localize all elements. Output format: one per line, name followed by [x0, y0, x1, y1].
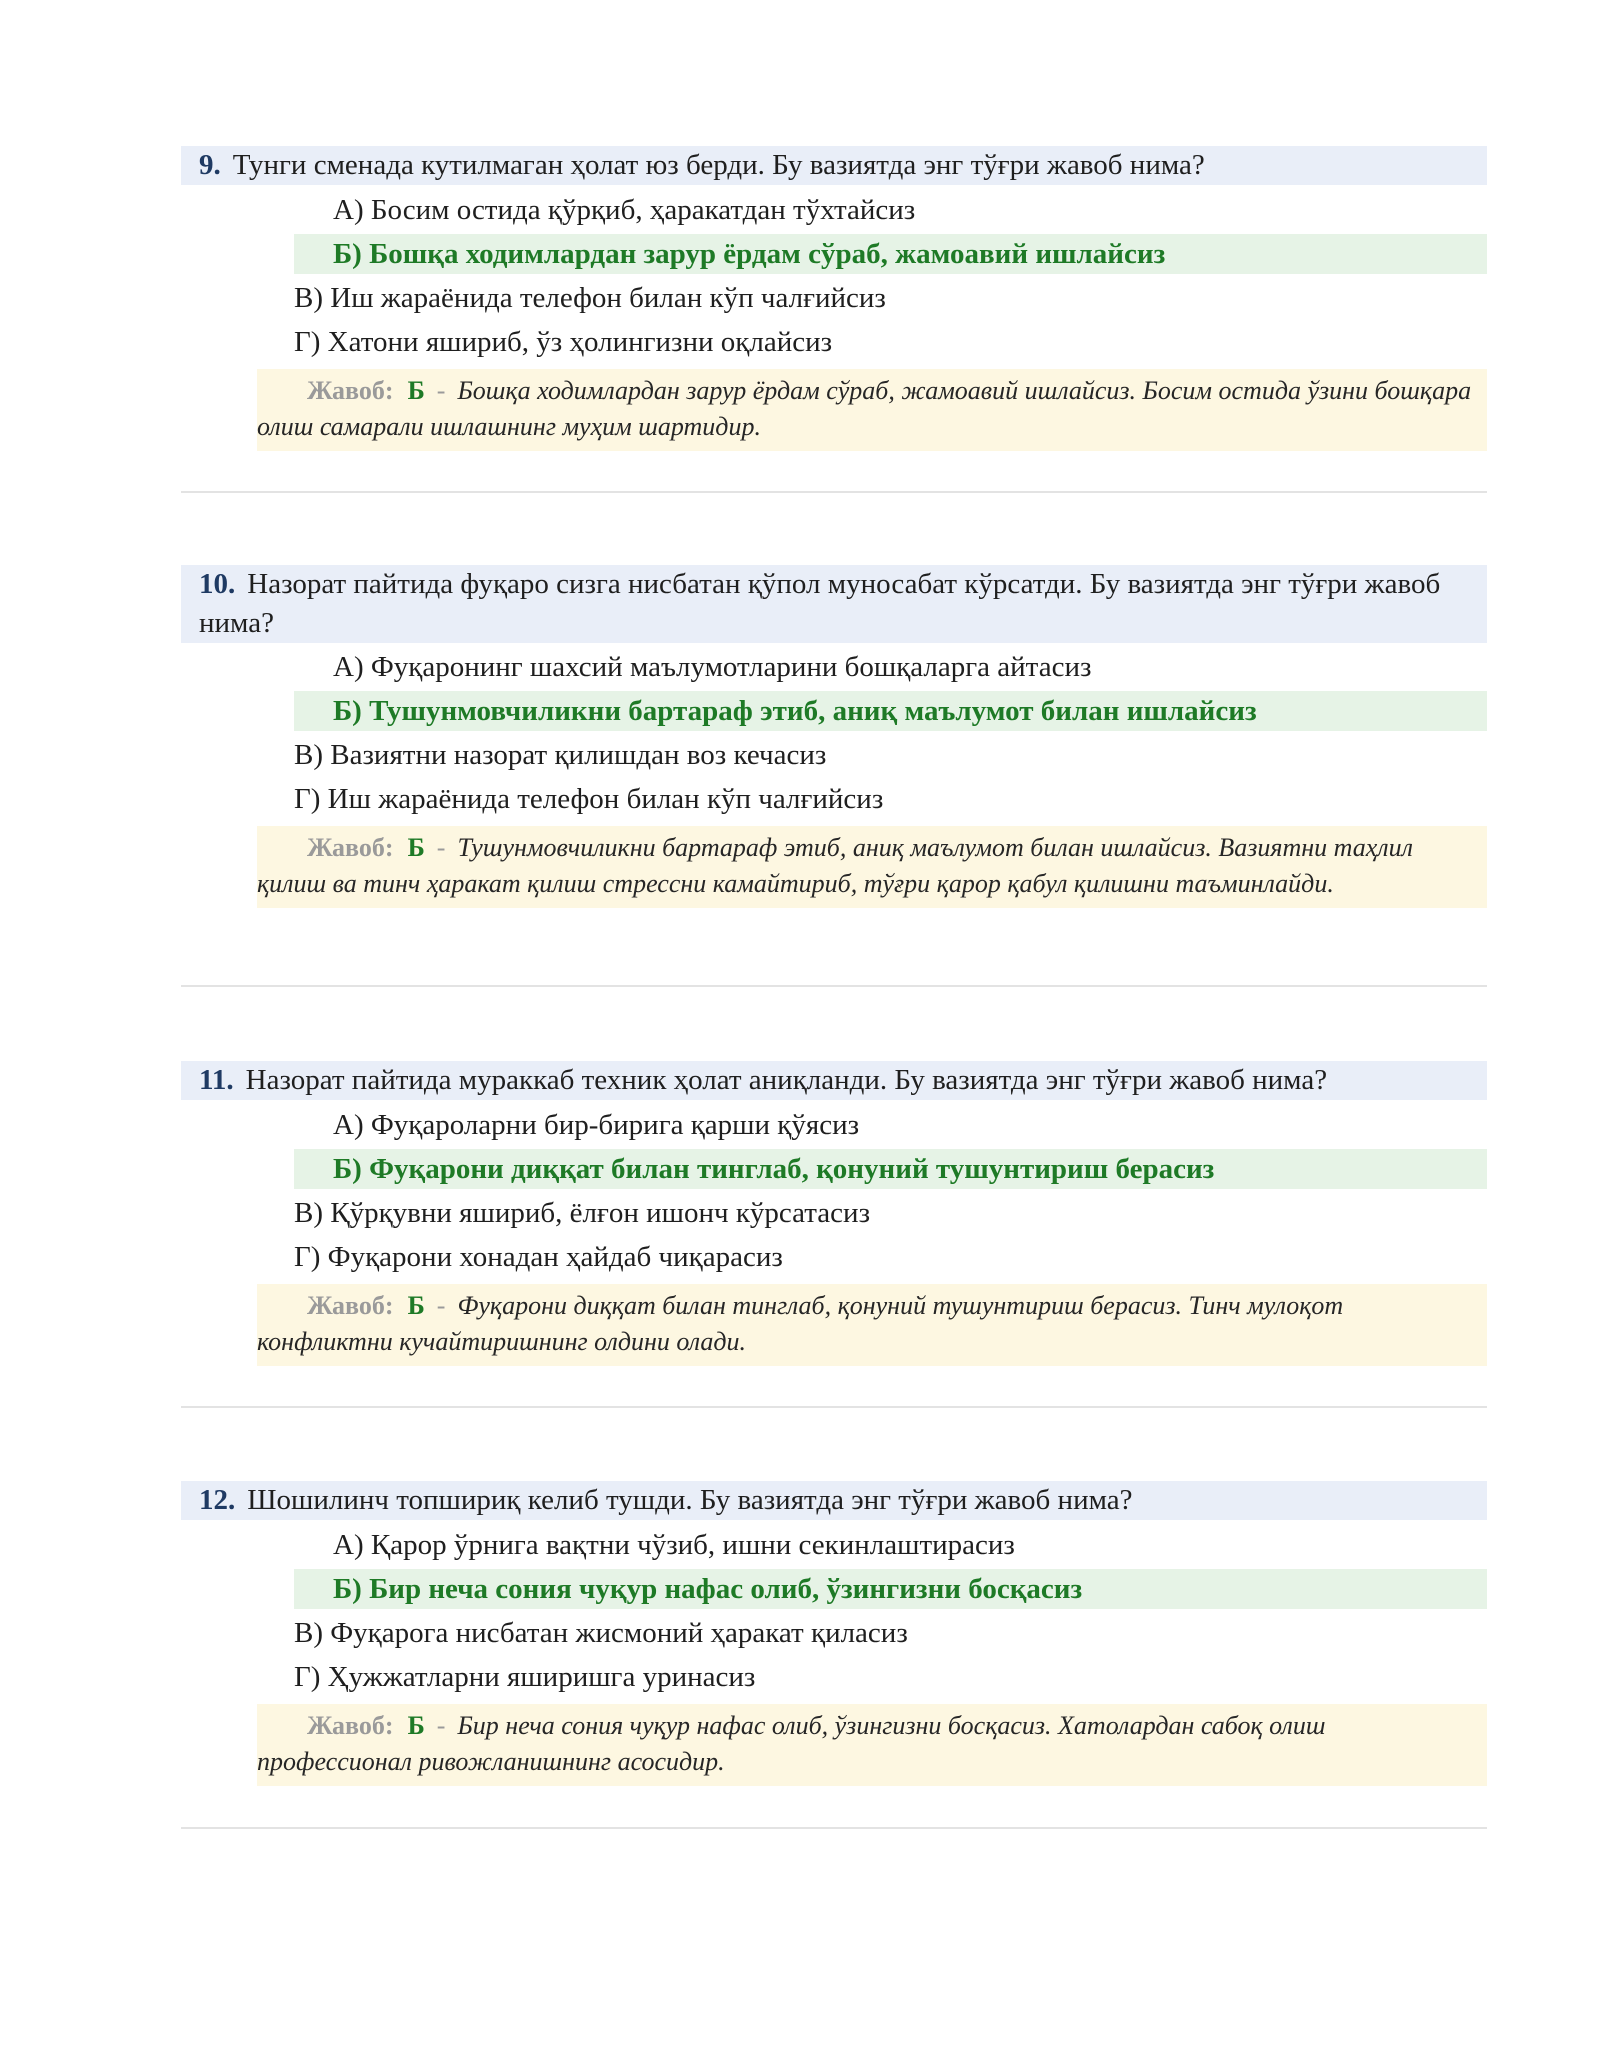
- option-g: Г) Иш жараёнида телефон билан кўп чалғийсиз: [294, 783, 884, 815]
- answer-box: [257, 826, 1487, 908]
- option-a: А) Фуқаронинг шахсий маълумотларини бошқаларга айтасиз: [333, 651, 1092, 683]
- answer-letter: Б: [407, 1291, 425, 1320]
- option-v: В) Иш жараёнида телефон билан кўп чалғийсиз: [294, 282, 886, 314]
- separator: [181, 1406, 1487, 1408]
- answer-explanation: Бир неча сония чуқур нафас олиб, ўзингизни босқасиз. Хатолардан сабоқ олиш профессионал ривожланишнинг асосидир.: [257, 1711, 1326, 1776]
- question-text: Назорат пайтида фуқаро сизга нисбатан қўпол муносабат кўрсатди. Бу вазиятда энг тўғри жавоб нима?: [199, 568, 1441, 639]
- answer-label: Жавоб:: [307, 1711, 394, 1740]
- option-v: В) Қўрқувни яшириб, ёлғон ишонч кўрсатасиз: [294, 1197, 871, 1229]
- option-a: А) Босим остида қўрқиб, ҳаракатдан тўхтайсиз: [333, 194, 916, 226]
- answer-label: Жавоб:: [307, 376, 394, 405]
- answer-letter: Б: [407, 833, 425, 862]
- separator: [181, 985, 1487, 987]
- separator: [181, 491, 1487, 493]
- question-number: 11.: [199, 1064, 234, 1096]
- option-v: В) Фуқарога нисбатан жисмоний ҳаракат қиласиз: [294, 1617, 908, 1649]
- question-text: Тунги сменада кутилмаган ҳолат юз берди. Бу вазиятда энг тўғри жавоб нима?: [232, 149, 1205, 181]
- option-b-correct: Б) Бошқа ходимлардан зарур ёрдам сўраб, жамоавий ишлайсиз: [294, 234, 1487, 274]
- question-header: [181, 1061, 1487, 1100]
- answer-box: [257, 1284, 1487, 1366]
- separator: [181, 1827, 1487, 1829]
- option-g: Г) Ҳужжатларни яширишга уринасиз: [294, 1661, 756, 1693]
- answer-dash: -: [436, 1711, 446, 1740]
- question-text: Назорат пайтида мураккаб техник ҳолат аниқланди. Бу вазиятда энг тўғри жавоб нима?: [245, 1064, 1328, 1096]
- answer-dash: -: [436, 833, 446, 862]
- answer-explanation: Фуқарони диққат билан тинглаб, қонуний тушунтириш берасиз. Тинч мулоқот конфликтни кучайтиришнинг олдини олади.: [257, 1291, 1344, 1356]
- question-header: [181, 565, 1487, 643]
- answer-box: [257, 1704, 1487, 1786]
- question-number: 12.: [199, 1484, 236, 1516]
- option-b-correct: Б) Тушунмовчиликни бартараф этиб, аниқ маълумот билан ишлайсиз: [294, 691, 1487, 731]
- question-header: [181, 146, 1487, 185]
- answer-explanation: Бошқа ходимлардан зарур ёрдам сўраб, жамоавий ишлайсиз. Босим остида ўзини бошқара олиш самарали ишлашнинг муҳим шартидир.: [257, 376, 1472, 441]
- question-number: 10.: [199, 568, 236, 600]
- question-number: 9.: [199, 149, 221, 181]
- answer-dash: -: [436, 376, 446, 405]
- option-b-correct: Б) Бир неча сония чуқур нафас олиб, ўзингизни босқасиз: [294, 1569, 1487, 1609]
- answer-letter: Б: [407, 1711, 425, 1740]
- option-v: В) Вазиятни назорат қилишдан воз кечасиз: [294, 739, 827, 771]
- option-b-correct: Б) Фуқарони диққат билан тинглаб, қонуний тушунтириш берасиз: [294, 1149, 1487, 1189]
- option-g: Г) Хатони яшириб, ўз ҳолингизни оқлайсиз: [294, 326, 833, 358]
- option-a: А) Қарор ўрнига вақтни чўзиб, ишни секинлаштирасиз: [333, 1529, 1015, 1561]
- answer-explanation: Тушунмовчиликни бартараф этиб, аниқ маълумот билан ишлайсиз. Вазиятни таҳлил қилиш ва тинч ҳаракат қилиш стрессни камайтириб, тўғри қарор қабул қилишни таъминлайди.: [257, 833, 1413, 898]
- question-text: Шошилинч топшириқ келиб тушди. Бу вазиятда энг тўғри жавоб нима?: [247, 1484, 1133, 1516]
- option-g: Г) Фуқарони хонадан ҳайдаб чиқарасиз: [294, 1241, 783, 1273]
- option-a: А) Фуқароларни бир-бирига қарши қўясиз: [333, 1109, 860, 1141]
- answer-dash: -: [436, 1291, 446, 1320]
- answer-box: [257, 369, 1487, 451]
- question-header: [181, 1481, 1487, 1520]
- answer-label: Жавоб:: [307, 1291, 394, 1320]
- answer-letter: Б: [407, 376, 425, 405]
- answer-label: Жавоб:: [307, 833, 394, 862]
